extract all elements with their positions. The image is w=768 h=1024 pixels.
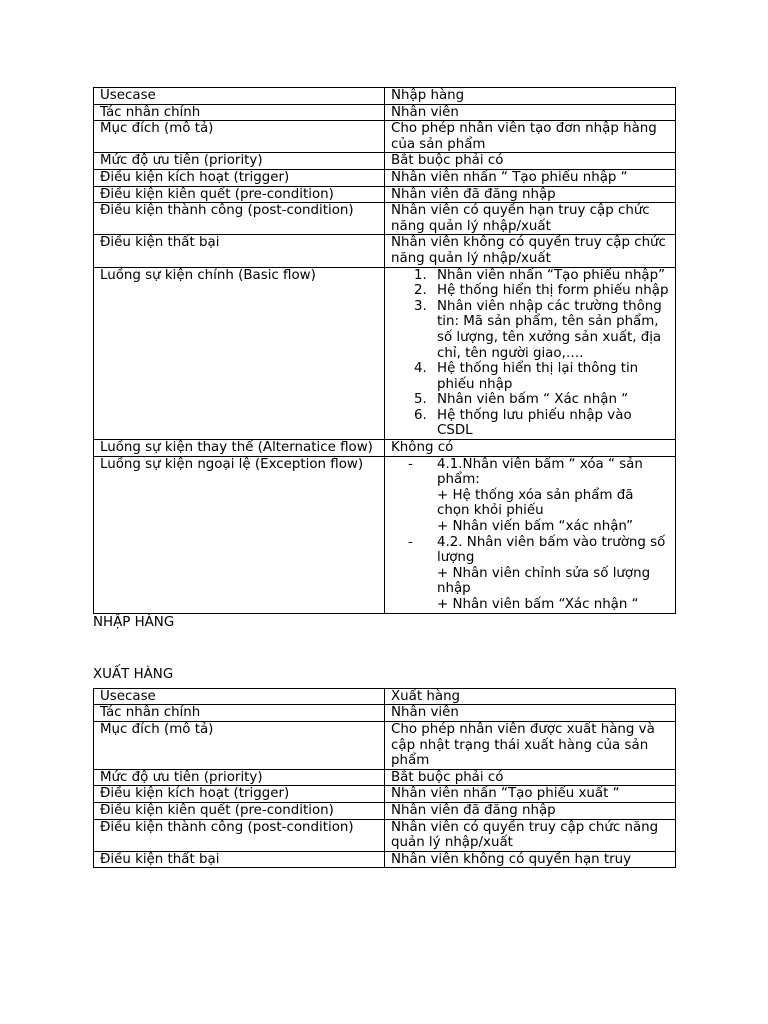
row-label: Usecase <box>94 88 385 105</box>
exception-flow-cell <box>385 456 676 613</box>
list-item: 5. Nhân viên bấm “ Xác nhận “ <box>431 392 669 408</box>
row-value: Nhập hàng <box>385 88 676 105</box>
table-row <box>94 851 676 868</box>
table-row <box>94 802 676 819</box>
row-label: Điều kiện kiên quết (pre-condition) <box>94 186 385 203</box>
exception-item <box>391 457 669 535</box>
table-row <box>94 786 676 803</box>
table-row <box>94 235 676 267</box>
caption-import: NHẬP HÀNG <box>93 614 175 630</box>
row-value: Nhân viên đã đăng nhập <box>385 802 676 819</box>
row-label: Mức độ ưu tiên (priority) <box>94 769 385 786</box>
row-label: Mục đích (mô tả) <box>94 121 385 153</box>
dash-bullet: - <box>408 456 413 472</box>
document-page <box>93 87 675 868</box>
row-label: Mức độ ưu tiên (priority) <box>94 153 385 170</box>
row-value: Nhân viên có quyền hạn truy cập chức năng quản lý nhập/xuất <box>385 203 676 235</box>
row-label: Usecase <box>94 688 385 705</box>
row-label: Luồng sự kiện chính (Basic flow) <box>94 267 385 440</box>
exception-item-body <box>431 457 669 535</box>
row-label: Tác nhân chính <box>94 104 385 121</box>
row-label: Mục đích (mô tả) <box>94 721 385 769</box>
table-row-exception-flow <box>94 456 676 613</box>
table-row <box>94 121 676 153</box>
table-row <box>94 769 676 786</box>
row-value: Nhân viên không có quyền truy cập chức năng quản lý nhập/xuất <box>385 235 676 267</box>
row-label: Luồng sự kiện ngoại lệ (Exception flow) <box>94 456 385 613</box>
table-row <box>94 88 676 105</box>
usecase-table-import <box>93 87 676 614</box>
row-value: Cho phép nhân viên được xuất hàng và cập nhật trạng thái xuất hàng của sản phẩm <box>385 721 676 769</box>
list-item: 2. Hệ thống hiển thị form phiếu nhập <box>431 283 669 299</box>
table-row <box>94 721 676 769</box>
table-row <box>94 153 676 170</box>
exception-line: + Nhân viên chỉnh sửa số lượng nhập <box>437 565 651 597</box>
row-label: Tác nhân chính <box>94 705 385 722</box>
table-row <box>94 705 676 722</box>
row-value: Bắt buộc phải có <box>385 769 676 786</box>
list-item: 4. Hệ thống hiển thị lại thông tin phiếu nhập <box>431 361 669 392</box>
row-value: Nhân viên có quyền truy cập chức năng quản lý nhập/xuất <box>385 819 676 851</box>
exception-head: 4.1.Nhân viên bấm “ xóa “ sản phẩm: <box>437 456 643 488</box>
table-row <box>94 169 676 186</box>
row-value: Xuất hàng <box>385 688 676 705</box>
list-item: 3. Nhân viên nhập các trường thông tin: Mã sản phẩm, tên sản phẩm, số lượng, tên xưởng sản xuất, địa chỉ, tên người giao,…. <box>431 299 669 361</box>
row-value: Cho phép nhân viên tạo đơn nhập hàng của sản phẩm <box>385 121 676 153</box>
row-value: Nhân viên nhấn “Tạo phiếu xuất “ <box>385 786 676 803</box>
table-row <box>94 819 676 851</box>
row-label: Điều kiện kích hoạt (trigger) <box>94 786 385 803</box>
usecase-table-export <box>93 688 676 869</box>
exception-line: + Hệ thống xóa sản phẩm đã chọn khỏi phiếu <box>437 487 634 519</box>
row-value: Nhân viên <box>385 705 676 722</box>
list-item: 1. Nhân viên nhấn “Tạo phiếu nhập” <box>431 268 669 284</box>
table-row <box>94 104 676 121</box>
row-label: Điều kiện thất bại <box>94 851 385 868</box>
table-row <box>94 186 676 203</box>
row-value: Nhân viên đã đăng nhập <box>385 186 676 203</box>
basic-flow-cell <box>385 267 676 440</box>
caption-export: XUẤT HÀNG <box>93 667 174 683</box>
exception-item-body <box>431 535 669 613</box>
table-row <box>94 203 676 235</box>
row-value: Bắt buộc phải có <box>385 153 676 170</box>
exception-head: 4.2. Nhân viên bấm vào trường số lượng <box>437 534 666 566</box>
row-label: Điều kiện thành công (post-condition) <box>94 819 385 851</box>
exception-line: + Nhân viên bấm “Xác nhận “ <box>437 597 639 612</box>
table-row-alt-flow <box>94 440 676 457</box>
list-item: 6. Hệ thống lưu phiếu nhập vào CSDL <box>431 408 669 439</box>
row-label: Điều kiện thành công (post-condition) <box>94 203 385 235</box>
row-label: Luồng sự kiện thay thế (Alternatice flow) <box>94 440 385 457</box>
row-label: Điều kiện kiên quết (pre-condition) <box>94 802 385 819</box>
dash-bullet: - <box>408 534 413 550</box>
row-value: Nhân viên <box>385 104 676 121</box>
exception-item <box>391 535 669 613</box>
row-value: Nhân viên nhấn “ Tạo phiếu nhập “ <box>385 169 676 186</box>
row-label: Điều kiện thất bại <box>94 235 385 267</box>
exception-line: + Nhân viến bấm “xác nhận” <box>437 519 634 535</box>
table-row-basic-flow <box>94 267 676 440</box>
blank-spacer <box>93 630 675 667</box>
row-value: Nhân viên không có quyền hạn truy <box>385 851 676 868</box>
table-row <box>94 688 676 705</box>
row-label: Điều kiện kích hoạt (trigger) <box>94 169 385 186</box>
basic-flow-list <box>391 268 669 440</box>
row-value: Không có <box>385 440 676 457</box>
